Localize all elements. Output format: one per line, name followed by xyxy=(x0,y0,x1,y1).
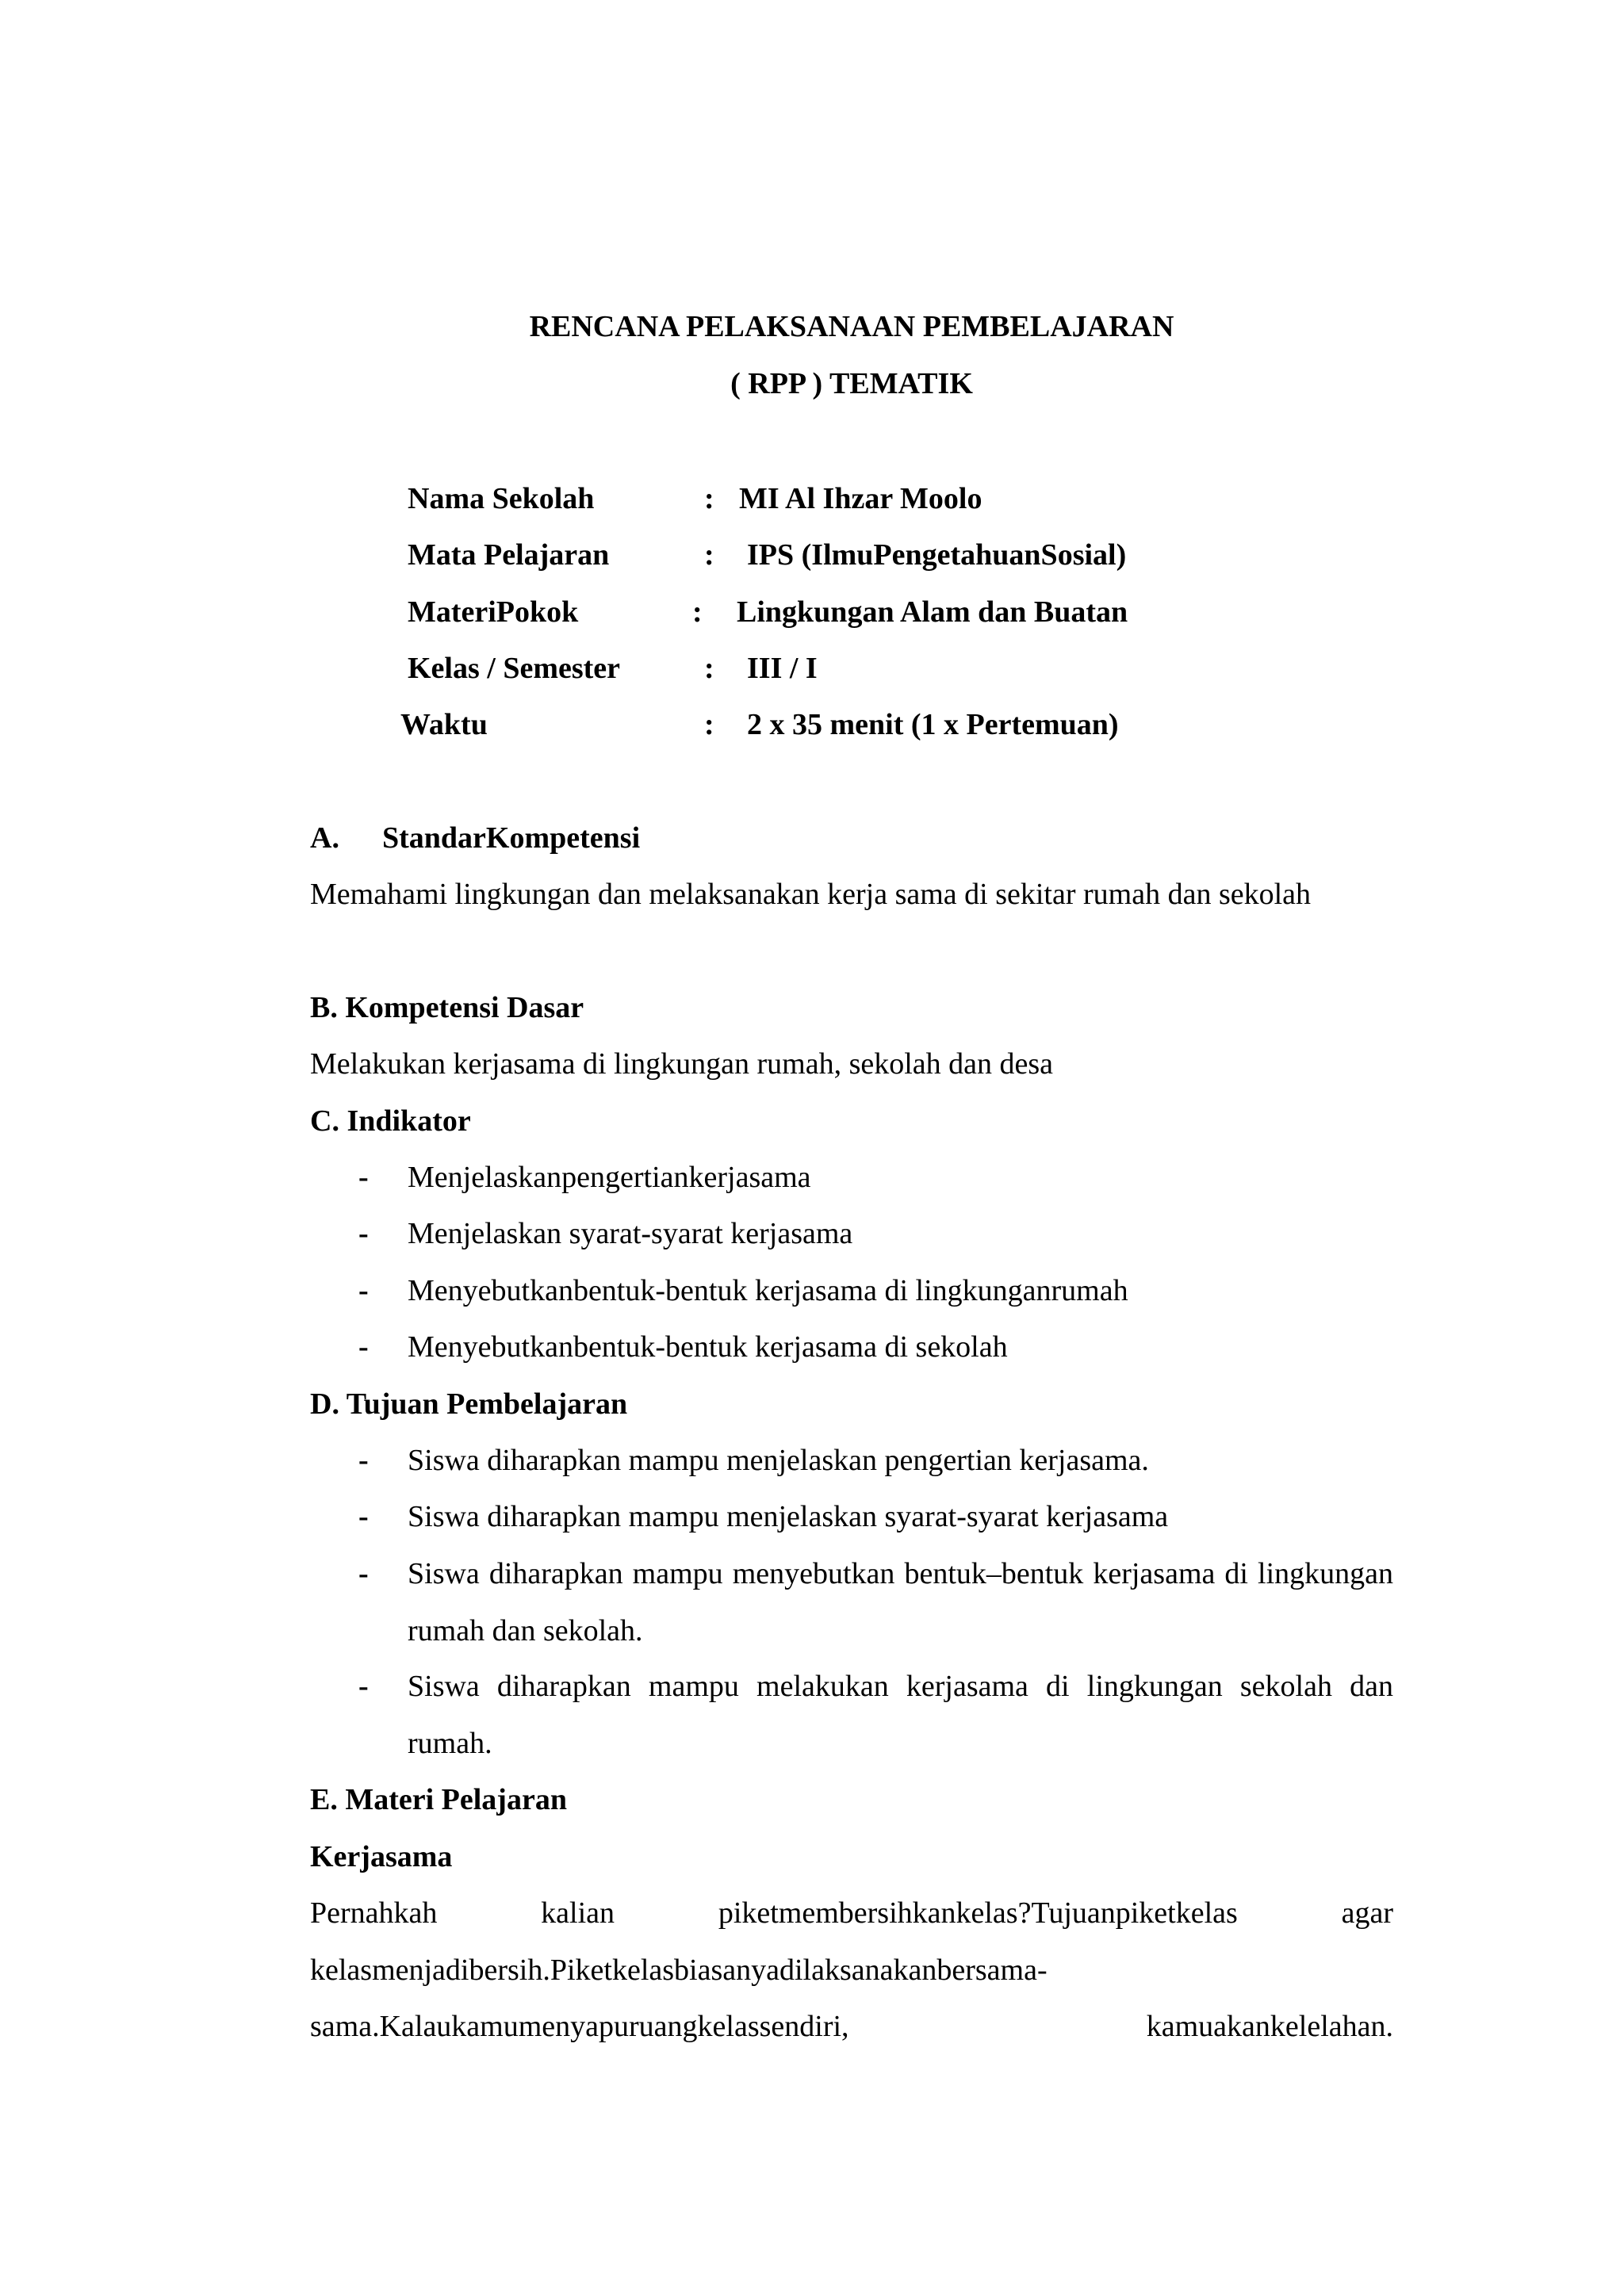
info-colon: : xyxy=(704,538,714,572)
indikator-item: Menjelaskan syarat-syarat kerjasama xyxy=(408,1217,853,1250)
info-value-materi-pokok: Lingkungan Alam dan Buatan xyxy=(737,595,1128,629)
word: agar xyxy=(1341,1896,1393,1930)
bullet-dash: - xyxy=(358,1274,369,1307)
info-colon: : xyxy=(704,482,714,515)
section-e-heading: E. Materi Pelajaran xyxy=(310,1783,567,1816)
info-value-nama-sekolah: MI Al Ihzar Moolo xyxy=(739,482,982,515)
word: sama.Kalaukamumenyapuruangkelassendiri, xyxy=(310,2010,849,2043)
document-title: RENCANA PELAKSANAAN PEMBELAJARAN xyxy=(529,310,1174,343)
info-value-mata-pelajaran: IPS (IlmuPengetahuanSosial) xyxy=(747,538,1127,572)
section-a-text: Memahami lingkungan dan melaksanakan kerja sama di sekitar rumah dan sekolah xyxy=(310,878,1312,911)
indikator-item: Menyebutkanbentuk-bentuk kerjasama di lingkunganrumah xyxy=(408,1274,1128,1307)
indikator-item: Menyebutkanbentuk-bentuk kerjasama di sekolah xyxy=(408,1330,1008,1364)
info-label-waktu: Waktu xyxy=(400,708,488,741)
tujuan-item: Siswa diharapkan mampu menjelaskan pengertian kerjasama. xyxy=(408,1444,1149,1477)
info-label-materi-pokok: MateriPokok xyxy=(408,595,579,629)
info-value-kelas-semester: III / I xyxy=(747,652,818,685)
section-d-heading: D. Tujuan Pembelajaran xyxy=(310,1387,628,1421)
indikator-item: Menjelaskanpengertiankerjasama xyxy=(408,1161,811,1194)
section-e-subheading: Kerjasama xyxy=(310,1840,453,1873)
info-value-waktu: 2 x 35 menit (1 x Pertemuan) xyxy=(747,708,1119,741)
word: piketmembersihkankelas?Tujuanpiketkelas xyxy=(718,1896,1238,1930)
section-b-text: Melakukan kerjasama di lingkungan rumah, sekolah dan desa xyxy=(310,1047,1054,1081)
word: kamuakankelelahan. xyxy=(1146,2010,1393,2043)
info-colon: : xyxy=(704,708,714,741)
bullet-dash: - xyxy=(358,1444,369,1477)
bullet-dash: - xyxy=(358,1161,369,1194)
bullet-dash: - xyxy=(358,1330,369,1364)
info-label-mata-pelajaran: Mata Pelajaran xyxy=(408,538,610,572)
bullet-dash: - xyxy=(358,1500,369,1533)
materi-line-1 xyxy=(310,1894,1393,1932)
section-c-heading: C. Indikator xyxy=(310,1104,471,1138)
tujuan-item: Siswa diharapkan mampu melakukan kerjasama di lingkungan sekolah dan rumah. xyxy=(408,1670,1393,1760)
info-label-kelas-semester: Kelas / Semester xyxy=(408,652,621,685)
section-b-heading: B. Kompetensi Dasar xyxy=(310,991,584,1024)
info-label-nama-sekolah: Nama Sekolah xyxy=(408,482,595,515)
tujuan-item: Siswa diharapkan mampu menyebutkan bentuk–bentuk kerjasama di lingkungan rumah dan sekolah. xyxy=(408,1557,1393,1647)
materi-line-3 xyxy=(310,2007,1393,2045)
word: Pernahkah xyxy=(310,1896,438,1930)
bullet-dash: - xyxy=(358,1557,369,1590)
info-colon: : xyxy=(704,652,714,685)
bullet-dash: - xyxy=(358,1217,369,1250)
materi-line-2: kelasmenjadibersih.Piketkelasbiasanyadilaksanakanbersama- xyxy=(310,1954,1048,1987)
section-a-letter: A. xyxy=(310,821,339,855)
section-a-heading: StandarKompetensi xyxy=(382,821,641,855)
document-subtitle: ( RPP ) TEMATIK xyxy=(730,367,973,400)
tujuan-item: Siswa diharapkan mampu menjelaskan syarat-syarat kerjasama xyxy=(408,1500,1169,1533)
bullet-dash: - xyxy=(358,1670,369,1703)
word: kalian xyxy=(541,1896,615,1930)
info-colon: : xyxy=(692,595,703,629)
